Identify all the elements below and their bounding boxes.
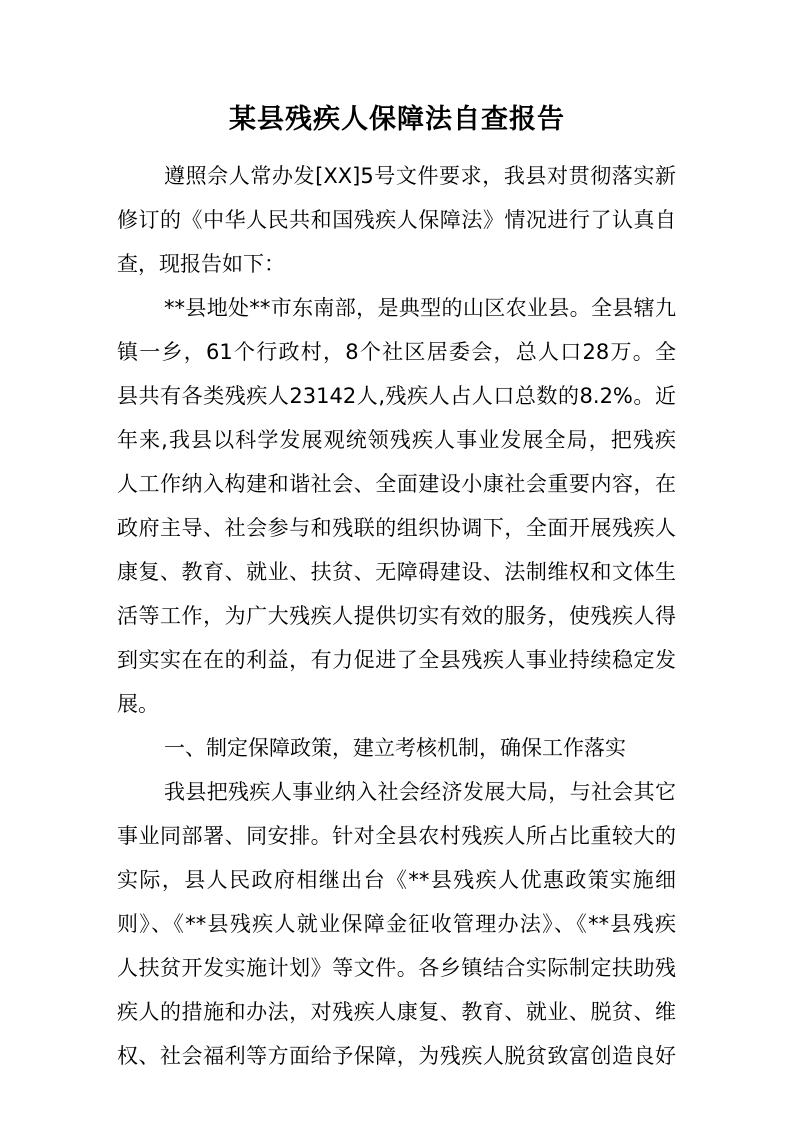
- text-line: 权、社会福利等方面给予保障，为残疾人脱贫致富创造良好: [117, 1044, 676, 1068]
- text-line: 事业同部署、同安排。针对全县农村残疾人所占比重较大的: [117, 824, 676, 848]
- text-line: 到实实在在的利益，有力促进了全县残疾人事业持续稳定发: [117, 648, 676, 672]
- text-line: 县共有各类残疾人23142人,残疾人占人口总数的8.2%。近: [117, 384, 676, 408]
- text-line: 疾人的措施和办法，对残疾人康复、教育、就业、脱贫、维: [117, 1000, 676, 1024]
- text-line: 镇一乡，61个行政村，8个社区居委会，总人口28万。全: [117, 340, 676, 364]
- text-line: 则》、《**县残疾人就业保障金征收管理办法》、《**县残疾: [117, 912, 676, 936]
- document-title: 某县残疾人保障法自查报告: [229, 104, 565, 135]
- text-line: 人工作纳入构建和谐社会、全面建设小康社会重要内容，在: [117, 472, 676, 496]
- text-line: 一、制定保障政策，建立考核机制，确保工作落实: [164, 736, 626, 760]
- text-line: 查，现报告如下：: [117, 252, 285, 276]
- text-line: 人扶贫开发实施计划》等文件。各乡镇结合实际制定扶助残: [117, 956, 676, 980]
- text-line: 活等工作，为广大残疾人提供切实有效的服务，使残疾人得: [117, 604, 676, 628]
- text-line: 修订的《中华人民共和国残疾人保障法》情况进行了认真自: [117, 208, 676, 232]
- text-line: 年来,我县以科学发展观统领残疾人事业发展全局，把残疾: [117, 428, 676, 452]
- text-line: **县地处**市东南部，是典型的山区农业县。全县辖九: [164, 296, 676, 320]
- text-line: 康复、教育、就业、扶贫、无障碍建设、法制维权和文体生: [117, 560, 676, 584]
- text-line: 政府主导、社会参与和残联的组织协调下，全面开展残疾人: [117, 516, 676, 540]
- text-line: 展。: [117, 692, 159, 716]
- text-line: 实际，县人民政府相继出台《**县残疾人优惠政策实施细: [117, 868, 676, 892]
- text-line: 遵照佘人常办发[XX]5号文件要求，我县对贯彻落实新: [164, 164, 676, 188]
- text-line: 我县把残疾人事业纳入社会经济发展大局，与社会其它: [164, 780, 676, 804]
- document-body: [117, 154, 676, 1078]
